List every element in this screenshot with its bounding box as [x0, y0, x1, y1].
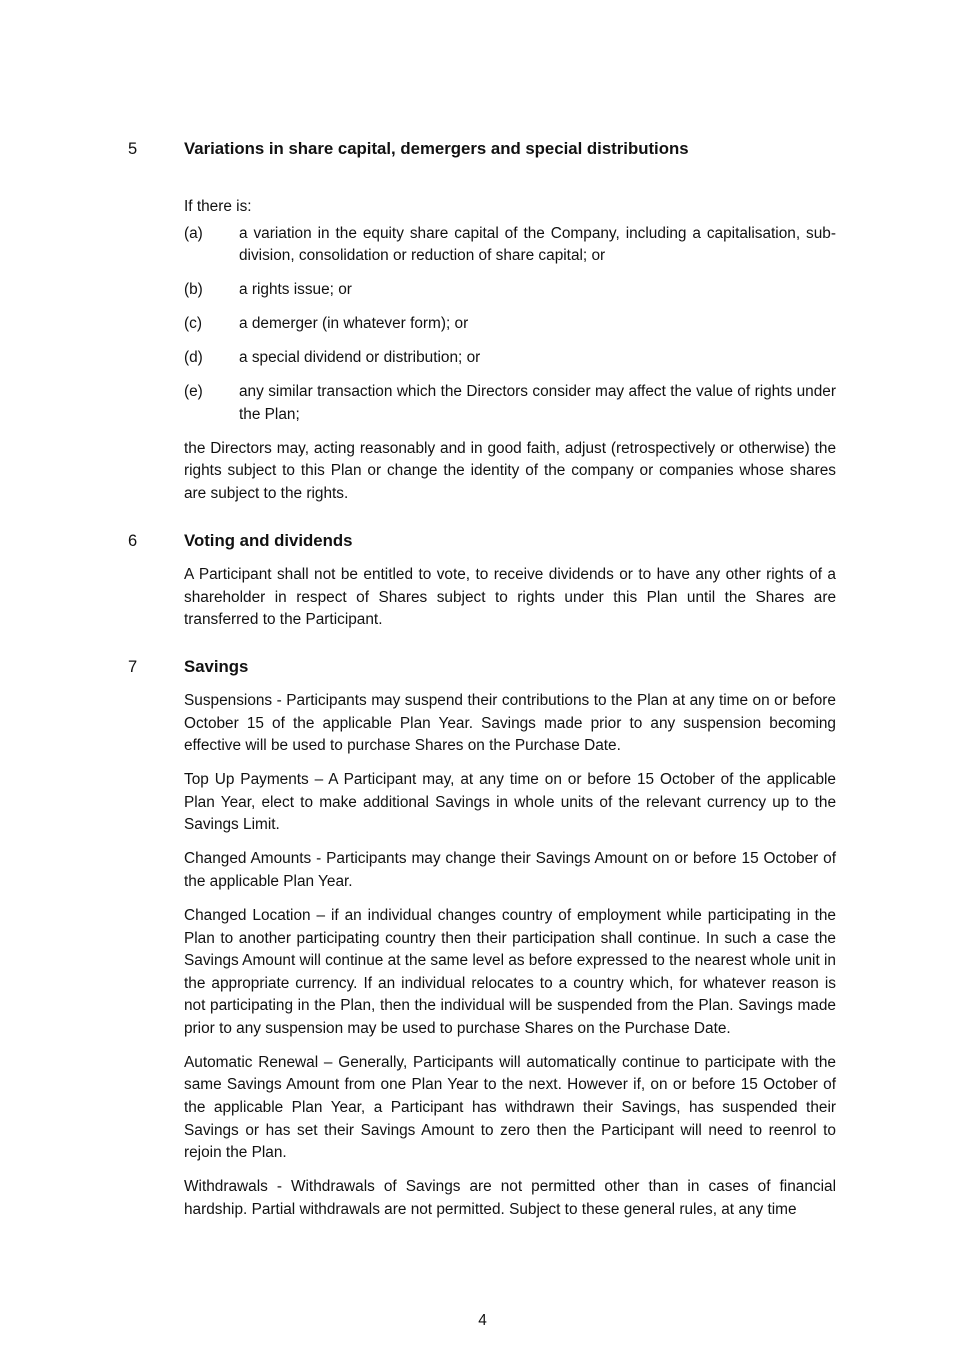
paragraph-changed-location: Changed Location – if an individual changes country of employment while participating in the Plan to another participating country then their participation shall continue. In such a case the Savings Amount will continue at the same level as before expressed to the nearest whole unit in the appropriate currency. If an individual relocates to a country which, for whatever reason is not participating in the Plan, then the individual will be suspended from the Plan. Savings made prior to any suspension may be used to purchase Shares on the Purchase Date.	[184, 906, 836, 1037]
section-heading	[128, 656, 838, 680]
list-item	[184, 313, 836, 336]
list-item-label: (a)	[184, 224, 203, 242]
paragraph: A Participant shall not be entitled to vote, to receive dividends or to have any other rights of a shareholder in respect of Shares subject to rights under this Plan until the Shares are transferred to the Participant.	[184, 566, 836, 629]
list-item-text: a special dividend or distribution; or	[239, 349, 481, 367]
section-number: 5	[128, 140, 138, 158]
intro-paragraph: If there is:	[184, 198, 252, 215]
paragraph-changed-amounts: Changed Amounts - Participants may change their Savings Amount on or before 15 October of the applicable Plan Year.	[184, 850, 836, 890]
section-body	[184, 690, 836, 1221]
paragraph-withdrawals: Withdrawals - Withdrawals of Savings are not permitted other than in cases of financial hardship. Partial withdrawals are not permitted. Subject to these general rules, at any time	[184, 1178, 836, 1218]
list-item	[184, 223, 836, 268]
section-title: Voting and dividends	[184, 531, 353, 550]
paragraph-automatic-renewal: Automatic Renewal – Generally, Participants will automatically continue to participate with the same Savings Amount from one Plan Year to the next. However if, on or before 15 October of the applicable Plan Year, a Participant has withdrawn their Savings, has suspended their Savings or has set their Savings Amount to zero then the Participant will need to reenrol to rejoin the Plan.	[184, 1053, 836, 1162]
list-item-label: (e)	[184, 383, 203, 401]
list-item	[184, 279, 836, 302]
section-heading	[128, 530, 838, 554]
paragraph-suspensions: Suspensions - Participants may suspend their contributions to the Plan at any time on or before October 15 of the applicable Plan Year. Savings made prior to any suspension becoming effective will be used to purchase Shares on the Purchase Date.	[184, 692, 836, 755]
section-title: Savings	[184, 657, 249, 676]
section-5	[128, 138, 838, 517]
section-heading	[128, 138, 838, 162]
section-number: 7	[128, 658, 138, 676]
page-number: 4	[478, 1312, 487, 1329]
section-title: Variations in share capital, demergers and special distributions	[184, 139, 689, 158]
section-6	[128, 530, 838, 643]
closing-paragraph: the Directors may, acting reasonably and in good faith, adjust (retrospectively or otherwise) the rights subject to this Plan or change the identity of the company or companies whose shares are subject to the rights.	[184, 439, 836, 502]
list-item-label: (c)	[184, 315, 202, 333]
list-item-text: any similar transaction which the Directors consider may affect the value of rights under the Plan;	[239, 383, 836, 423]
list-item-text: a demerger (in whatever form); or	[239, 315, 469, 333]
list-item-label: (d)	[184, 349, 203, 367]
section-number: 6	[128, 532, 138, 550]
paragraph-top-up-payments: Top Up Payments – A Participant may, at any time on or before 15 October of the applicable Plan Year, elect to make additional Savings in whole units of the relevant currency up to the Savings Limit.	[184, 771, 836, 834]
section-7	[128, 656, 838, 1233]
list-item	[184, 381, 836, 426]
list-item-text: a rights issue; or	[239, 281, 352, 299]
list-item-label: (b)	[184, 281, 203, 299]
section-body	[184, 196, 836, 505]
section-body	[184, 564, 836, 632]
list-item	[184, 347, 836, 370]
list-item-text: a variation in the equity share capital of the Company, including a capitalisation, sub-division, consolidation or reduction of share capital; or	[239, 224, 836, 265]
